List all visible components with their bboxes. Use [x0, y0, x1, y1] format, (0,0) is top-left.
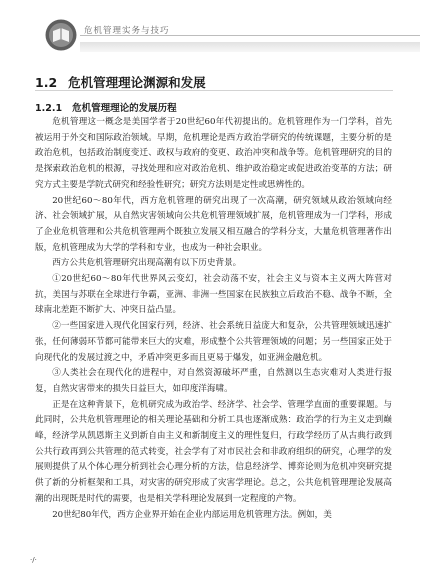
subsection-heading	[35, 100, 177, 114]
paragraph: 20世纪80年代，西方企业界开始在企业内部运用危机管理方法。例如，美	[52, 509, 332, 520]
body-text	[35, 115, 392, 523]
page-folio: ·/·	[30, 556, 37, 564]
subsection-title: 危机管理理论的发展历程	[72, 103, 177, 114]
running-header	[44, 18, 424, 52]
paragraph: 危机管理这一概念是美国学者于20世纪60年代初提出的。危机管理作为一门学科，首先被运用于外交和国际政治领域。早期，危机理论是西方政治学研究的传统课题，主要分析的是政治危机，包括政治制度变迁、政权与政府的变更、政治冲突和战争等。危机管理研究的目的是探索政治危机的根源，寻找处理和应对政治危机、维护政治稳定或促进政治变革的方法；研究方式主要是学院式研究和经验性研究；研究方法则是定性或思辨性的。	[35, 117, 392, 190]
paragraph: ②一些国家进入现代化国家行列，经济、社会系统日益庞大和复杂，公共管理领域迅速扩张，任何薄弱环节都可能带来巨大的灾难，形成整个公共管理领域的问题；另一些国家正处于向现代化的发展过渡之中，矛盾冲突更多而且更易于爆发，如亚洲金融危机。	[35, 321, 392, 363]
section-number: 1.2	[35, 75, 58, 90]
book-emblem-icon	[44, 18, 78, 52]
paragraph: 20世纪60～80年代，西方危机管理的研究出现了一次高潮，研究领域从政治领域向经济、社会领域扩展，从自然灾害领域向公共危机管理领域扩展，危机管理成为一门学科，形成了企业危机管理和公共危机管理两个既独立发展又相互融合的学科分支，大量危机管理著作出版，危机管理成为大学的学科和专业，也成为一种社会职业。	[35, 195, 392, 253]
header-band	[80, 42, 420, 52]
header-rule	[80, 35, 420, 36]
paragraph: ①20世纪60～80年代世界风云变幻，社会动荡不安，社会主义与资本主义两大阵营对抗，美国与苏联在全球进行争霸，亚洲、非洲一些国家在民族独立后政治不稳、战争不断，全球南北差距不断扩大、冲突日益凸显。	[35, 274, 392, 316]
section-title: 危机管理理论渊源和发展	[68, 75, 206, 90]
running-title: 危机管理实务与技巧	[84, 26, 170, 36]
paragraph: ③人类社会在现代化的进程中，对自然资源破坏严重，自然测以生态灾难对人类进行报复，自然灾害带来的损失日益巨大，如印度洋海啸。	[35, 368, 392, 394]
section-heading	[35, 73, 206, 91]
subsection-number: 1.2.1	[35, 103, 63, 114]
section-divider	[35, 90, 393, 91]
paragraph: 西方公共危机管理研究出现高潮有以下历史背景。	[52, 258, 242, 269]
paragraph: 正是在这种背景下，危机研究成为政治学、经济学、社会学、管理学直面的重要课题。与此同时，公共危机管理理论的相关理论基础和分析工具也逐渐成熟：政治学的行为主义走到巅峰，经济学从凯恩斯主义到新自由主义和新制度主义的理性复归，行政学经历了从古典行政到公共行政再到公共管理的范式转变，社会学有了对市民社会和非政府组织的研究，心理学的发展则提供了从个体心理分析到社会心理分析的方法，信息经济学、博弈论则为危机冲突研究提供了新的分析框架和工具，对灾害的研究形成了灾害学理论。总之，公共危机管理理论发展高潮的出现既是时代的需要，也是相关学科理论发展到一定程度的产物。	[35, 399, 392, 504]
